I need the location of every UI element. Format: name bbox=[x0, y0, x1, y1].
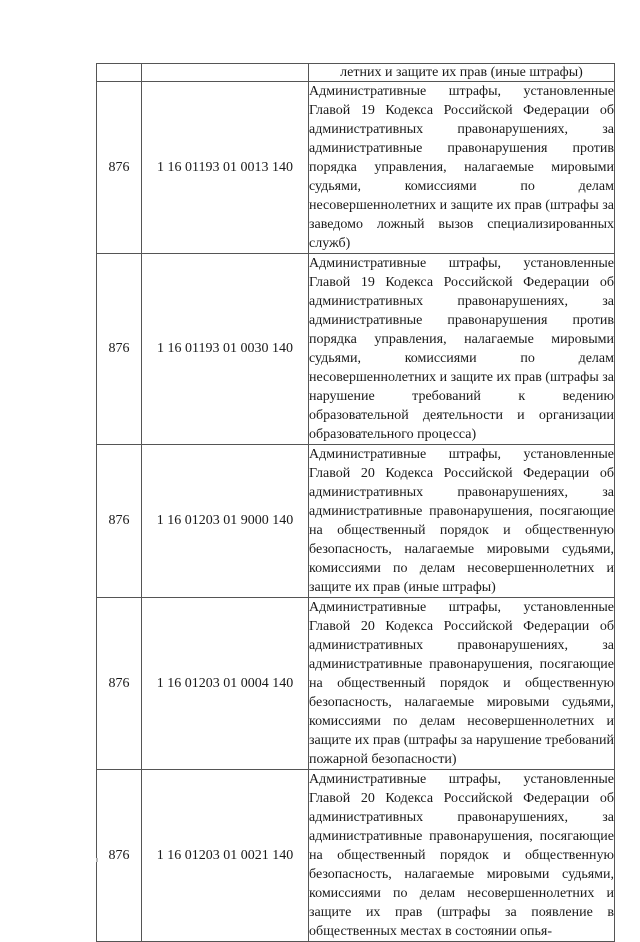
table-row-continuation bbox=[97, 64, 615, 82]
admin-code-cell: 876 bbox=[97, 598, 142, 770]
budget-code-cell: 1 16 01203 01 0004 140 bbox=[142, 598, 309, 770]
budget-code-cell: 1 16 01193 01 0030 140 bbox=[142, 254, 309, 445]
admin-code-cell: 876 bbox=[97, 254, 142, 445]
table-row bbox=[97, 254, 615, 445]
admin-code-cell bbox=[97, 64, 142, 82]
description-cell: Административные штрафы, установленные Главой 20 Кодекса Российской Федерации об административных правонарушениях, за административные правонарушения, посягающие на общественный порядок и общественную безопасность, налагаемые мировыми судьями, комиссиями по делам несовершеннолетних и защите их прав (иные штрафы) bbox=[309, 445, 615, 598]
admin-code-cell: 876 bbox=[97, 82, 142, 254]
table-row bbox=[97, 598, 615, 770]
description-cell: Административные штрафы, установленные Главой 20 Кодекса Российской Федерации об административных правонарушениях, за административные правонарушения, посягающие на общественный порядок и общественную безопасность, налагаемые мировыми судьями, комиссиями по делам несовершеннолетних и защите их прав (штрафы за появление в общественных местах в состоянии опья- bbox=[309, 770, 615, 942]
description-cell: Административные штрафы, установленные Главой 19 Кодекса Российской Федерации об административных правонарушениях, за административные правонарушения против порядка управления, налагаемые мировыми судьями, комиссиями по делам несовершеннолетних и защите их прав (штрафы за нарушение требований к ведению образовательной деятельности и организации образовательного процесса) bbox=[309, 254, 615, 445]
table-row bbox=[97, 770, 615, 942]
description-cell: Административные штрафы, установленные Главой 20 Кодекса Российской Федерации об административных правонарушениях, за административные правонарушения, посягающие на общественный порядок и общественную безопасность, налагаемые мировыми судьями, комиссиями по делам несовершеннолетних и защите их прав (штрафы за нарушение требований пожарной безопасности) bbox=[309, 598, 615, 770]
table-row bbox=[97, 445, 615, 598]
description-cell: Административные штрафы, установленные Главой 19 Кодекса Российской Федерации об административных правонарушениях, за административные правонарушения против порядка управления, налагаемые мировыми судьями, комиссиями по делам несовершеннолетних и защите их прав (штрафы за заведомо ложный вызов специализированных служб) bbox=[309, 82, 615, 254]
scan-mark bbox=[96, 858, 98, 862]
budget-code-cell: 1 16 01203 01 0021 140 bbox=[142, 770, 309, 942]
budget-codes-table bbox=[96, 63, 615, 942]
budget-code-cell: 1 16 01203 01 9000 140 bbox=[142, 445, 309, 598]
budget-code-cell bbox=[142, 64, 309, 82]
admin-code-cell: 876 bbox=[97, 445, 142, 598]
table-row bbox=[97, 82, 615, 254]
admin-code-cell: 876 bbox=[97, 770, 142, 942]
description-cell: летних и защите их прав (иные штрафы) bbox=[309, 64, 615, 82]
budget-code-cell: 1 16 01193 01 0013 140 bbox=[142, 82, 309, 254]
